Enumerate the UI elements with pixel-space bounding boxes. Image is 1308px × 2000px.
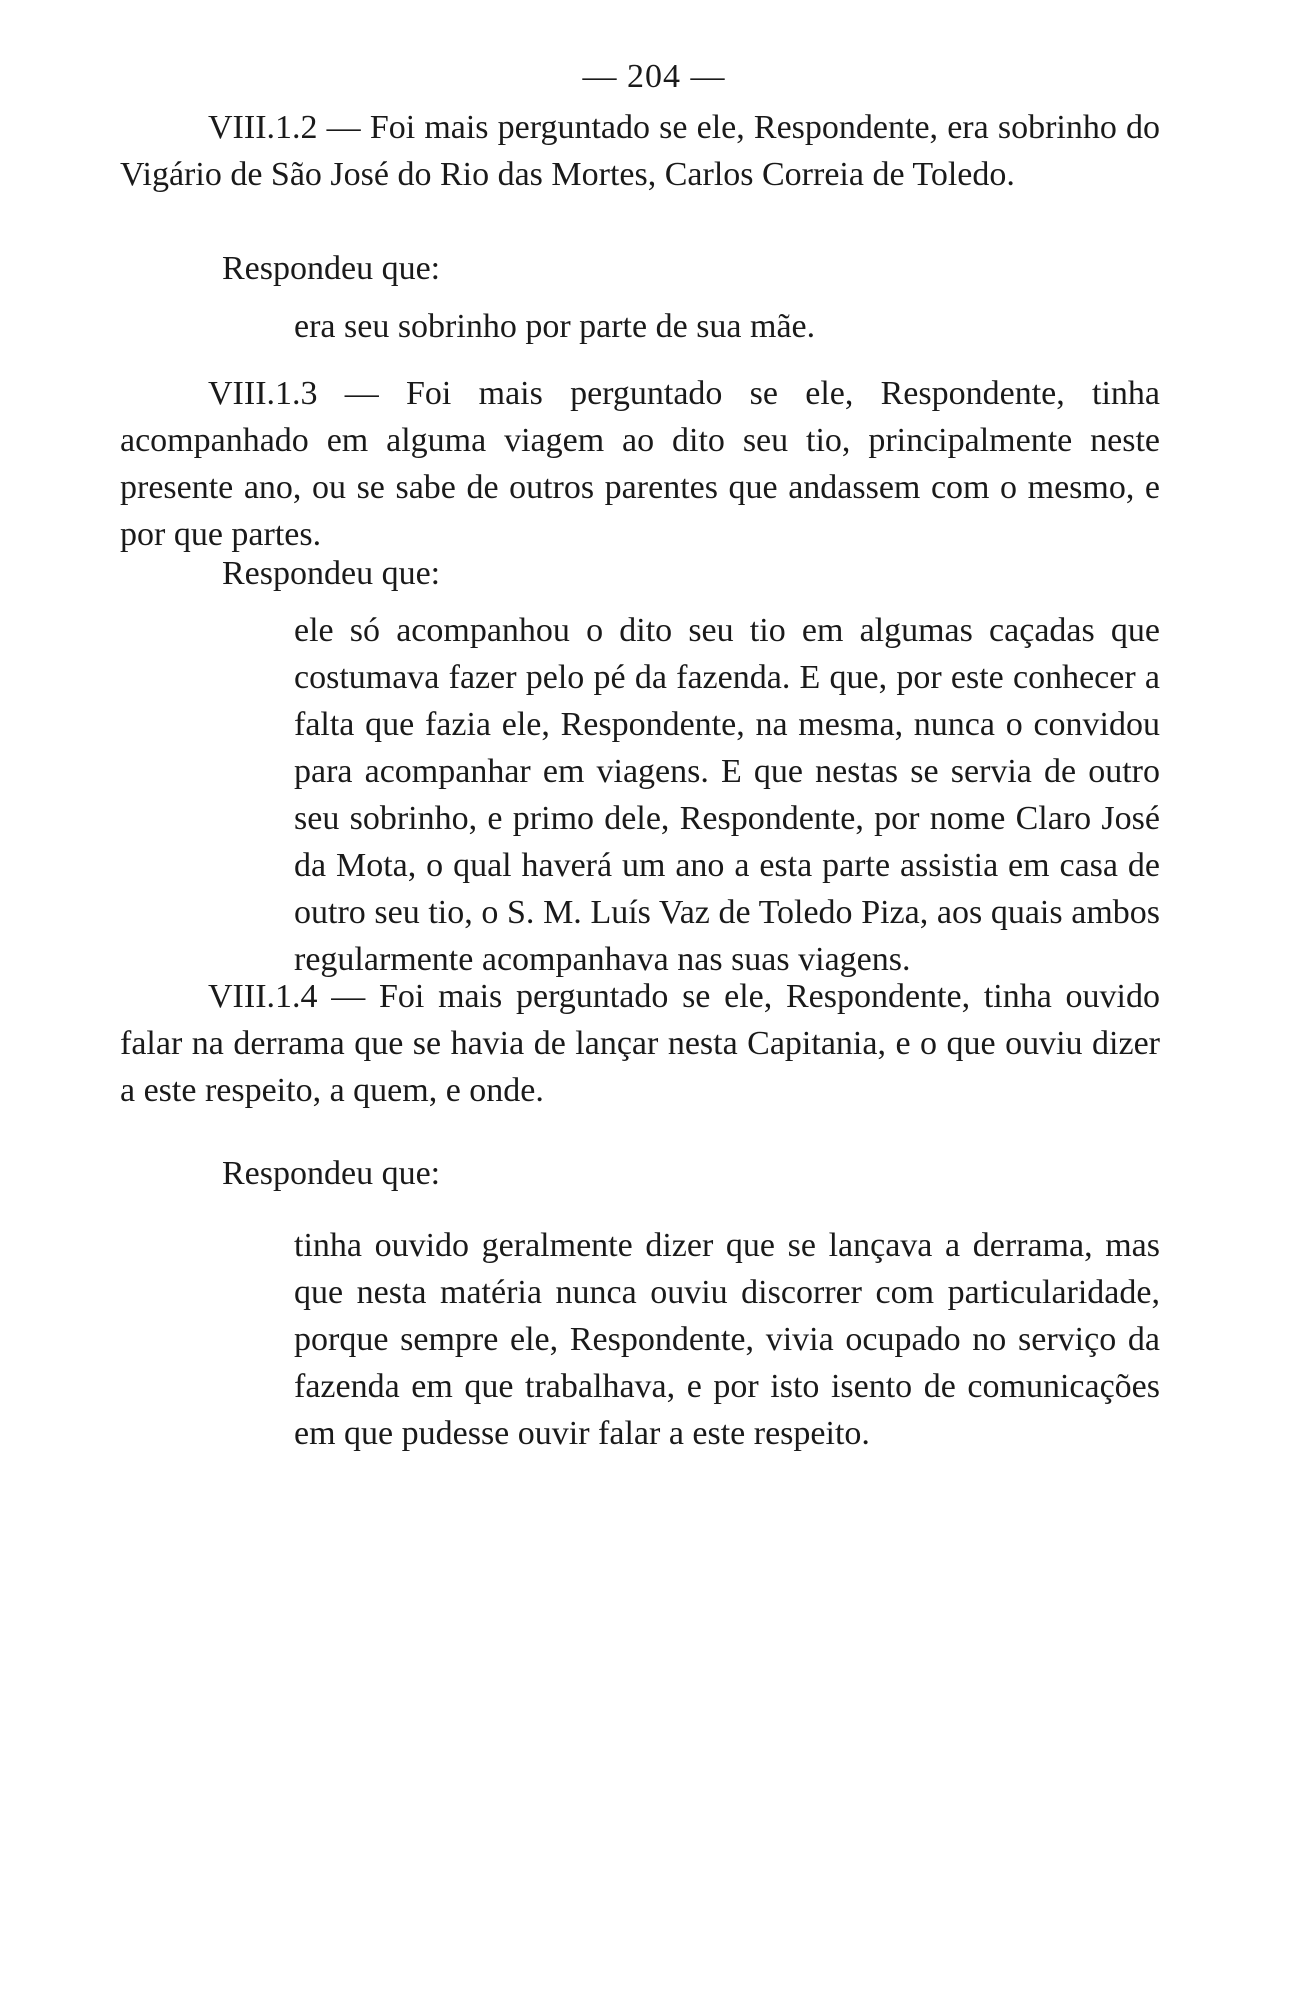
question-text: VIII.1.3 — Foi mais perguntado se ele, Respondente, tinha acompanhado em alguma viagem ao dito seu tio, principalmente neste presente ano, ou se sabe de outros parentes que andassem com o mesmo, e por que partes.	[120, 375, 1160, 553]
answer-label-viii-1-4: Respondeu que:	[222, 1155, 441, 1192]
answer-viii-1-3: ele só acompanhou o dito seu tio em algumas caçadas que costumava fazer pelo pé da fazenda. E que, por este conhecer a falta que fazia ele, Respondente, na mesma, nunca o convidou para acompanhar em viagens. E que nestas se servia de outro seu sobrinho, e primo dele, Respondente, por nome Claro José da Mota, o qual haverá um ano a esta parte assistia em casa de outro seu tio, o S. M. Luís Vaz de Toledo Piza, aos quais ambos regularmente acompanhava nas suas viagens.	[294, 612, 1160, 978]
answer-viii-1-4: tinha ouvido geralmente dizer que se lançava a derrama, mas que nesta matéria nunca ouviu discorrer com particularidade, porque sempre ele, Respondente, vivia ocupado no serviço da fazenda em que trabalhava, e por isto isento de comunicações em que pudesse ouvir falar a este respeito.	[294, 1227, 1160, 1452]
page-number: — 204 —	[582, 58, 726, 95]
question-viii-1-2	[120, 104, 1160, 198]
question-viii-1-4	[120, 973, 1160, 1114]
question-text: VIII.1.4 — Foi mais perguntado se ele, Respondente, tinha ouvido falar na derrama que se havia de lançar nesta Capitania, e o que ouviu dizer a este respeito, a quem, e onde.	[120, 978, 1160, 1109]
answer-label-viii-1-2: Respondeu que:	[222, 250, 441, 287]
answer-viii-1-2: era seu sobrinho por parte de sua mãe.	[294, 308, 816, 345]
question-text: VIII.1.2 — Foi mais perguntado se ele, Respondente, era sobrinho do Vigário de São José do Rio das Mortes, Carlos Correia de Toledo.	[120, 109, 1160, 193]
question-viii-1-3	[120, 370, 1160, 558]
answer-label-viii-1-3: Respondeu que:	[222, 555, 441, 592]
